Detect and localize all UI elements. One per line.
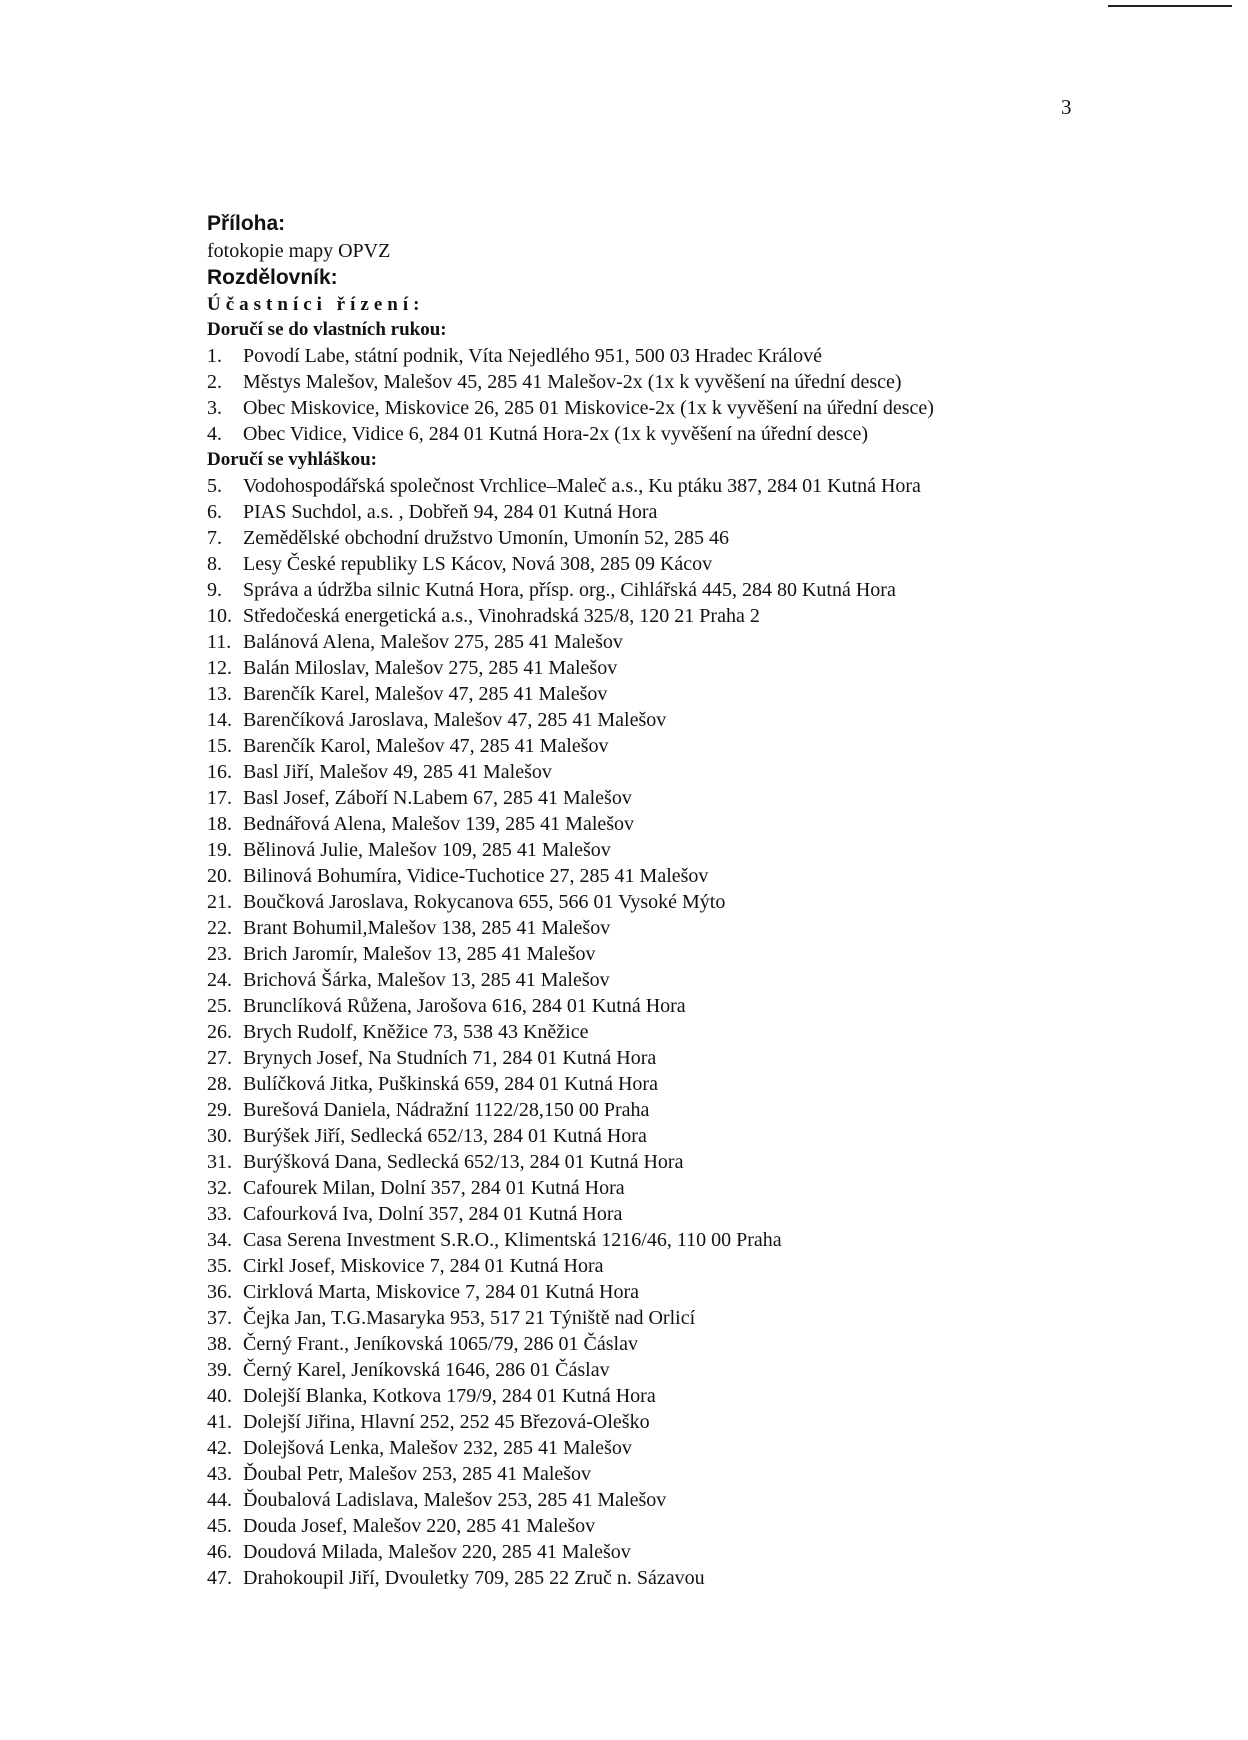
item-text: Bednářová Alena, Malešov 139, 285 41 Malešov [243,813,635,835]
item-text: Brant Bohumil,Malešov 138, 285 41 Malešov [243,917,611,939]
item-text: Brichová Šárka, Malešov 13, 285 41 Malešov [243,969,610,991]
list-item [207,863,1187,889]
list-item [207,1305,1187,1331]
item-number: 17. [207,787,232,809]
list-item [207,1409,1187,1435]
item-number: 6. [207,501,222,523]
item-text: Čejka Jan, T.G.Masaryka 953, 517 21 Týniště nad Orlicí [243,1307,696,1329]
list-item [207,525,1187,551]
attachment-heading: Příloha: [207,212,286,235]
list-item [207,733,1187,759]
item-number: 28. [207,1073,232,1095]
item-text: Barenčík Karol, Malešov 47, 285 41 Malešov [243,735,609,757]
item-text: Boučková Jaroslava, Rokycanova 655, 566 01 Vysoké Mýto [243,891,726,913]
list-item [207,1149,1187,1175]
list-item [207,421,1187,447]
item-number: 31. [207,1151,232,1173]
item-number: 12. [207,657,232,679]
list-item [207,811,1187,837]
list-item [207,707,1187,733]
item-number: 41. [207,1411,232,1433]
item-text: Burýšková Dana, Sedlecká 652/13, 284 01 Kutná Hora [243,1151,684,1173]
item-text: Ďoubalová Ladislava, Malešov 253, 285 41 Malešov [243,1489,667,1511]
item-text: Balán Miloslav, Malešov 275, 285 41 Malešov [243,657,618,679]
page-number: 3 [1061,95,1072,119]
top-rule [1108,5,1232,7]
item-number: 44. [207,1489,232,1511]
item-text: Cirklová Marta, Miskovice 7, 284 01 Kutná Hora [243,1281,640,1303]
list-item [207,941,1187,967]
list-item [207,1357,1187,1383]
item-text: Brich Jaromír, Malešov 13, 285 41 Malešov [243,943,596,965]
list-item [207,1071,1187,1097]
list-item [207,1175,1187,1201]
item-number: 26. [207,1021,232,1043]
item-number: 47. [207,1567,232,1589]
list-item [207,1123,1187,1149]
document-body [207,210,1187,1591]
item-number: 46. [207,1541,232,1563]
item-number: 21. [207,891,232,913]
item-text: Cirkl Josef, Miskovice 7, 284 01 Kutná Hora [243,1255,604,1277]
item-number: 35. [207,1255,232,1277]
distribution-heading: Rozdělovník: [207,266,338,289]
item-number: 23. [207,943,232,965]
list-item [207,1227,1187,1253]
list-item [207,603,1187,629]
list-item [207,1097,1187,1123]
item-text: Povodí Labe, státní podnik, Víta Nejedlého 951, 500 03 Hradec Králové [243,345,822,367]
item-number: 24. [207,969,232,991]
item-text: Ďoubal Petr, Malešov 253, 285 41 Malešov [243,1463,592,1485]
item-text: Cafourek Milan, Dolní 357, 284 01 Kutná Hora [243,1177,625,1199]
item-text: Dolejší Jiřina, Hlavní 252, 252 45 Březová-Oleško [243,1411,650,1433]
item-text: Burýšek Jiří, Sedlecká 652/13, 284 01 Kutná Hora [243,1125,647,1147]
item-text: Barenčík Karel, Malešov 47, 285 41 Malešov [243,683,608,705]
item-text: Obec Miskovice, Miskovice 26, 285 01 Miskovice-2x (1x k vyvěšení na úřední desce) [243,397,934,419]
item-number: 5. [207,475,222,497]
item-number: 18. [207,813,232,835]
item-number: 7. [207,527,222,549]
item-text: Dolejšová Lenka, Malešov 232, 285 41 Malešov [243,1437,632,1459]
list-item [207,1565,1187,1591]
item-text: Basl Jiří, Malešov 49, 285 41 Malešov [243,761,552,783]
item-number: 4. [207,423,222,445]
item-text: Bělinová Julie, Malešov 109, 285 41 Malešov [243,839,611,861]
item-number: 45. [207,1515,232,1537]
list-item [207,369,1187,395]
list-item [207,1019,1187,1045]
item-number: 42. [207,1437,232,1459]
group1-label: Doručí se do vlastních rukou: [207,319,447,340]
group1-list [207,343,1187,447]
item-text: Vodohospodářská společnost Vrchlice–Maleč a.s., Ku ptáku 387, 284 01 Kutná Hora [243,475,921,497]
list-item [207,759,1187,785]
list-item [207,577,1187,603]
item-number: 20. [207,865,232,887]
item-number: 40. [207,1385,232,1407]
list-item [207,1539,1187,1565]
item-number: 10. [207,605,232,627]
item-number: 14. [207,709,232,731]
list-item [207,993,1187,1019]
group2-label: Doručí se vyhláškou: [207,449,377,470]
item-text: Cafourková Iva, Dolní 357, 284 01 Kutná Hora [243,1203,623,1225]
list-item [207,499,1187,525]
list-item [207,889,1187,915]
item-text: Douda Josef, Malešov 220, 285 41 Malešov [243,1515,596,1537]
item-text: Městys Malešov, Malešov 45, 285 41 Malešov-2x (1x k vyvěšení na úřední desce) [243,371,902,393]
item-number: 1. [207,345,222,367]
item-number: 27. [207,1047,232,1069]
item-text: Bulíčková Jitka, Puškinská 659, 284 01 Kutná Hora [243,1073,658,1095]
list-item [207,1383,1187,1409]
list-item [207,343,1187,369]
list-item [207,1435,1187,1461]
item-text: Středočeská energetická a.s., Vinohradská 325/8, 120 21 Praha 2 [243,605,760,627]
item-number: 13. [207,683,232,705]
item-number: 15. [207,735,232,757]
list-item [207,915,1187,941]
list-item [207,1461,1187,1487]
list-item [207,1331,1187,1357]
list-item [207,1513,1187,1539]
item-number: 36. [207,1281,232,1303]
list-item [207,629,1187,655]
item-number: 2. [207,371,222,393]
item-text: Brych Rudolf, Kněžice 73, 538 43 Kněžice [243,1021,589,1043]
item-number: 25. [207,995,232,1017]
item-number: 16. [207,761,232,783]
item-text: Brynych Josef, Na Studních 71, 284 01 Kutná Hora [243,1047,657,1069]
item-text: Drahokoupil Jiří, Dvouletky 709, 285 22 Zruč n. Sázavou [243,1567,705,1589]
item-text: Obec Vidice, Vidice 6, 284 01 Kutná Hora-2x (1x k vyvěšení na úřední desce) [243,423,869,445]
item-number: 9. [207,579,222,601]
item-number: 3. [207,397,222,419]
item-number: 11. [207,631,232,653]
item-text: Černý Frant., Jeníkovská 1065/79, 286 01 Čáslav [243,1333,638,1355]
item-text: Casa Serena Investment S.R.O., Klimentská 1216/46, 110 00 Praha [243,1229,782,1251]
list-item [207,785,1187,811]
item-text: Lesy České republiky LS Kácov, Nová 308, 285 09 Kácov [243,553,713,575]
item-number: 8. [207,553,222,575]
item-number: 39. [207,1359,232,1381]
item-number: 33. [207,1203,232,1225]
list-item [207,395,1187,421]
list-item [207,1279,1187,1305]
item-number: 22. [207,917,232,939]
item-number: 29. [207,1099,232,1121]
group2-list [207,473,1187,1591]
list-item [207,1253,1187,1279]
participants-label: Účastníci řízení: [207,294,425,315]
item-number: 19. [207,839,232,861]
list-item [207,1487,1187,1513]
list-item [207,655,1187,681]
item-text: Burešová Daniela, Nádražní 1122/28,150 00 Praha [243,1099,650,1121]
item-number: 32. [207,1177,232,1199]
item-number: 38. [207,1333,232,1355]
item-text: Správa a údržba silnic Kutná Hora, přísp. org., Cihlářská 445, 284 80 Kutná Hora [243,579,896,601]
list-item [207,473,1187,499]
list-item [207,1201,1187,1227]
item-text: Bilinová Bohumíra, Vidice-Tuchotice 27, 285 41 Malešov [243,865,709,887]
list-item [207,551,1187,577]
item-text: Brunclíková Růžena, Jarošova 616, 284 01 Kutná Hora [243,995,686,1017]
item-text: Doudová Milada, Malešov 220, 285 41 Malešov [243,1541,631,1563]
item-number: 37. [207,1307,232,1329]
item-text: Barenčíková Jaroslava, Malešov 47, 285 41 Malešov [243,709,667,731]
item-text: Dolejší Blanka, Kotkova 179/9, 284 01 Kutná Hora [243,1385,656,1407]
item-text: Černý Karel, Jeníkovská 1646, 286 01 Čáslav [243,1359,610,1381]
item-text: Basl Josef, Záboří N.Labem 67, 285 41 Malešov [243,787,632,809]
list-item [207,681,1187,707]
item-text: Balánová Alena, Malešov 275, 285 41 Malešov [243,631,623,653]
item-text: Zemědělské obchodní družstvo Umonín, Umonín 52, 285 46 [243,527,730,549]
item-text: PIAS Suchdol, a.s. , Dobřeň 94, 284 01 Kutná Hora [243,501,658,523]
item-number: 43. [207,1463,232,1485]
attachment-text: fotokopie mapy OPVZ [207,240,391,262]
item-number: 30. [207,1125,232,1147]
list-item [207,967,1187,993]
item-number: 34. [207,1229,232,1251]
list-item [207,1045,1187,1071]
list-item [207,837,1187,863]
